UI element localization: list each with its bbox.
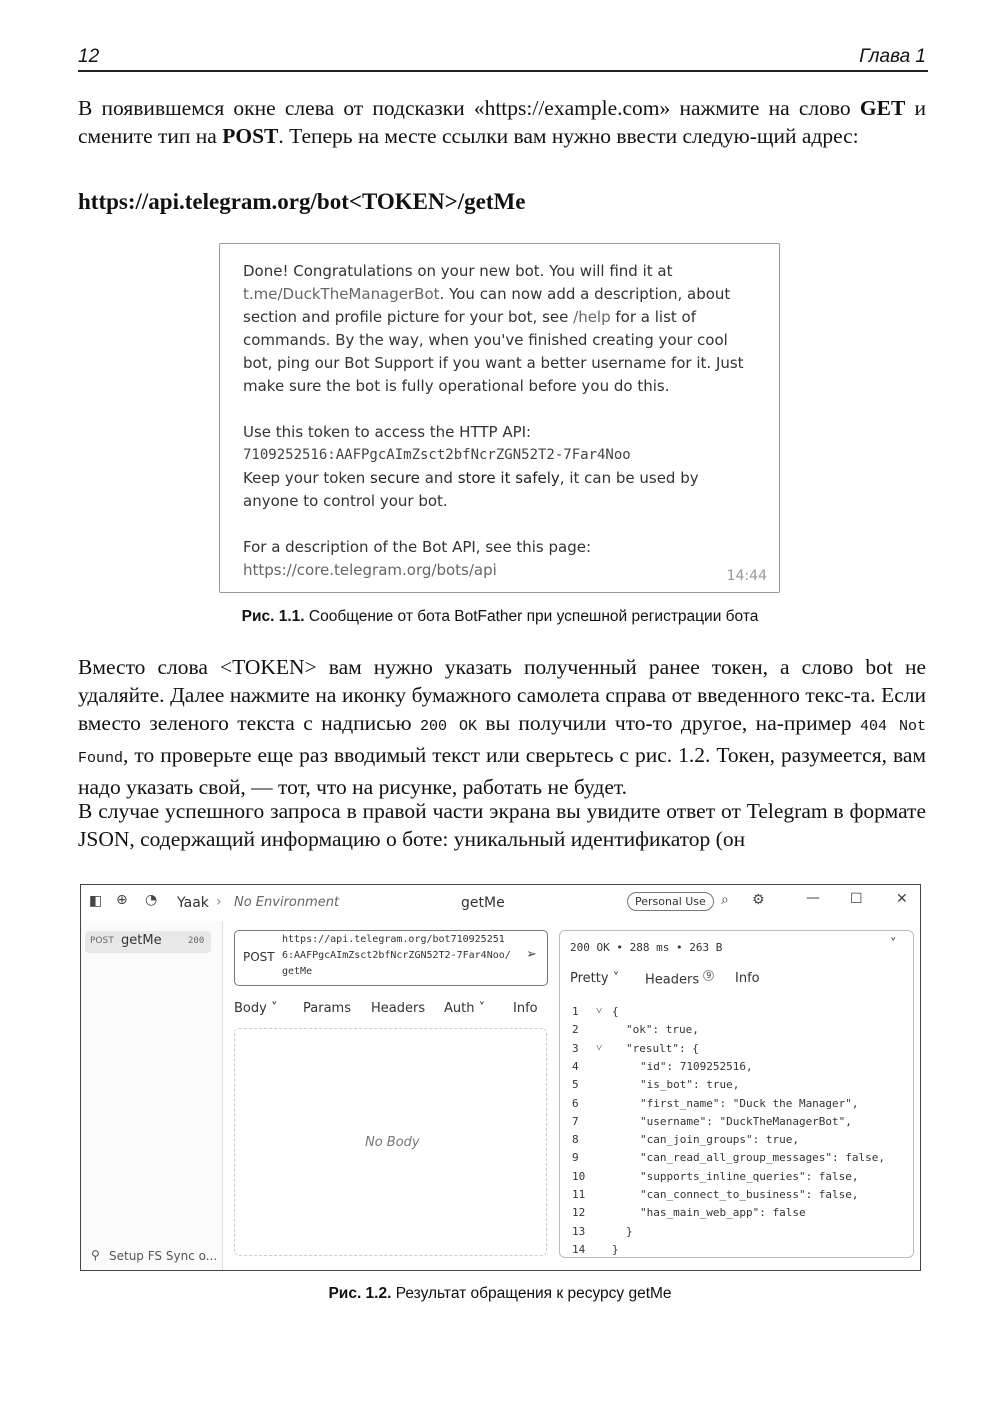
maximize-icon[interactable]: ☐ (850, 891, 863, 907)
search-icon[interactable]: ⌕ (721, 892, 729, 908)
line-number: 1 (572, 1005, 579, 1018)
chapter-title: Глава 1 (859, 46, 926, 67)
resp-tab-info[interactable]: Info (735, 971, 760, 986)
paragraph-response: В случае успешного запроса в правой части экрана вы увидите ответ от Telegram в формате JSON, содержащий информацию о боте: уникальный идентификатор (он (78, 799, 926, 851)
line-number: 8 (572, 1133, 579, 1147)
sidebar-toggle-icon[interactable]: ◧ (89, 893, 103, 909)
tab-headers[interactable]: Headers (371, 1001, 426, 1016)
intro-paragraph: В появившемся окне слева от подсказки «https://example.com» нажмите на слово GET и смените тип на POST. Теперь на месте ссылки вам нужно ввести следую-щий адрес: (78, 96, 926, 148)
bots-api-link[interactable]: https://core.telegram.org/bots/api (243, 561, 497, 579)
figure1-caption: Рис. 1.1. Сообщение от бота BotFather при успешной регистрации бота (241, 608, 759, 625)
sidebar (81, 921, 223, 1270)
fold-chevron-icon[interactable]: ˅ (596, 1040, 603, 1054)
json-line: "first_name": "Duck the Manager", (640, 1096, 859, 1110)
response-status: 200 OK • 288 ms • 263 B (570, 941, 723, 954)
url-bar[interactable]: POST https://api.telegram.org/bot710925251 6:AAFPgcAImZsct2bfNcrZGN52T2-7Far4Noo/ getMe ➢ (234, 930, 548, 986)
method-select[interactable]: POST (243, 950, 275, 964)
gear-icon[interactable]: ⚙ (752, 892, 765, 908)
tab-info[interactable]: Info (513, 1001, 538, 1016)
line-number: 6 (572, 1096, 579, 1110)
minimize-icon[interactable]: — (806, 890, 820, 906)
json-line: "has_main_web_app": false (640, 1206, 806, 1220)
fold-chevron-icon[interactable]: ˅ (596, 1004, 603, 1017)
help-command[interactable]: /help (573, 308, 611, 326)
json-line: "can_join_groups": true, (640, 1133, 799, 1147)
resp-tab-pretty[interactable]: Pretty ˅ (570, 971, 620, 986)
sidebar-item-getme[interactable]: POST getMe 200 (85, 931, 211, 953)
json-line: "ok": true, (626, 1023, 699, 1037)
json-line: "id": 7109252516, (640, 1059, 753, 1073)
line-number: 14 (572, 1242, 586, 1256)
resp-tab-headers[interactable]: Headers $^9$ (645, 971, 714, 987)
json-line: } (612, 1242, 619, 1256)
line-number: 3 (572, 1041, 579, 1055)
message-time: 14:44 (726, 568, 767, 584)
line-number: 9 (572, 1151, 579, 1165)
figure2-caption: Рис. 1.2. Результат обращения к ресурсу getMe (328, 1285, 672, 1302)
line-number: 12 (572, 1206, 586, 1220)
send-icon[interactable]: ➢ (526, 947, 537, 962)
tab-auth[interactable]: Auth ˅ (444, 1001, 486, 1016)
page-number: 12 (78, 46, 100, 67)
setup-sync-link[interactable]: Setup FS Sync o... (109, 1249, 218, 1263)
add-icon[interactable]: ⊕ (116, 892, 128, 908)
line-number: 2 (572, 1023, 579, 1037)
line-number: 13 (572, 1224, 586, 1238)
line-number: 7 (572, 1114, 579, 1128)
tab-params[interactable]: Params (303, 1001, 351, 1016)
line-number: 10 (572, 1169, 586, 1183)
tab-body[interactable]: Body ˅ (234, 1001, 278, 1016)
environment-select[interactable]: No Environment (234, 895, 340, 910)
chevron-down-icon[interactable]: ˅ (890, 937, 897, 952)
license-badge[interactable]: Personal Use (627, 892, 714, 911)
history-icon[interactable]: ◔ (145, 892, 158, 908)
bot-link[interactable]: t.me/DuckTheManagerBot (243, 285, 440, 303)
close-icon[interactable]: ✕ (896, 891, 908, 907)
json-line: "is_bot": true, (640, 1078, 740, 1092)
response-panel (559, 930, 914, 1258)
window-title: getMe (461, 895, 505, 911)
request-body-area[interactable] (234, 1028, 547, 1256)
line-number: 4 (572, 1059, 579, 1073)
botfather-message: Done! Congratulations on your new bot. You will find it at t.me/DuckTheManagerBot. You can now add a description, about section and profile picture for your bot, see /help for a list of commands. By the way, when you've finished creating your cool bot, ping our Bot Support if you want a better username for it. Just make sure the bot is fully operational before you do this. Use this token to access the HTTP API: 7109252516:AAFPgcAImZsct2bfNcrZGN52T2-7Far4Noo Keep your token secure and store it safely, it can be used by anyone to control your bot. For a description of the Bot API, see this page: https://core.telegram.org/bots/api 14:44 (219, 243, 780, 593)
paragraph-token: Вместо слова <TOKEN> вам нужно указать полученный ранее токен, а слово bot не удаляйте. Далее нажмите на иконку бумажного самолета справа от введенного текс-та. Если вместо зеленого текста с надписью 200 OK вы получили что-то другое, на-пример 404 Not Found, то проверьте еще раз вводимый текст или сверьтесь с рис. 1.2. Токен, разумеется, вам надо указать свой, — тот, что на рисунке, работать не будет. (78, 655, 926, 799)
workspace-name[interactable]: Yaak (177, 895, 209, 911)
json-line: "username": "DuckTheManagerBot", (640, 1114, 852, 1128)
json-line: "can_connect_to_business": false, (640, 1188, 859, 1201)
no-body-label: No Body (365, 1135, 420, 1150)
api-url: https://api.telegram.org/bot<TOKEN>/getMe (78, 189, 526, 214)
header-divider (78, 70, 928, 72)
json-line: } (626, 1224, 633, 1238)
json-line: "can_read_all_group_messages": false, (640, 1151, 886, 1165)
line-number: 5 (572, 1078, 579, 1092)
chevron-right-icon: › (216, 894, 222, 910)
yaak-window (80, 884, 921, 1271)
json-line: "result": { (626, 1041, 699, 1055)
bot-token[interactable]: 7109252516:AAFPgcAImZsct2bfNcrZGN52T2-7Far4Noo (243, 447, 631, 463)
line-number: 11 (572, 1188, 586, 1201)
json-line: "supports_inline_queries": false, (640, 1169, 859, 1183)
json-line: { (612, 1005, 619, 1018)
sync-icon[interactable]: ⚲ (91, 1248, 100, 1262)
